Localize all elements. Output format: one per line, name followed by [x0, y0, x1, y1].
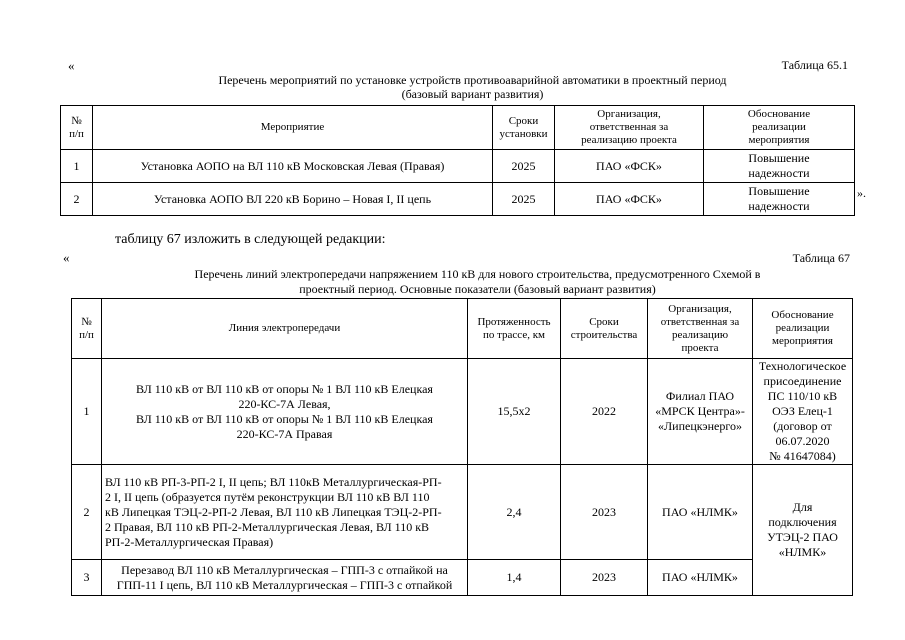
header-num: № п/п [61, 106, 93, 150]
cell-num: 2 [72, 465, 102, 560]
table-67-caption-line2: проектный период. Основные показатели (базовый вариант развития) [299, 282, 656, 296]
cell-num: 1 [61, 150, 93, 183]
cell-event: Установка АОПО на ВЛ 110 кВ Московская Левая (Правая) [93, 150, 493, 183]
cell-length: 1,4 [468, 560, 561, 596]
cell-line: ВЛ 110 кВ РП-3-РП-2 I, II цепь; ВЛ 110кВ Металлургическая-РП- 2 I, II цепь (образуется путём реконструкции ВЛ 110 кВ ВЛ 110 кВ Липецкая ТЭЦ-2-РП-2 Левая, ВЛ 110 кВ Липецкая ТЭЦ-2-РП- 2 Правая, ВЛ 110 кВ РП-2-Металлургическая Левая, ВЛ 110 кВ РП-2-Металлургическая Правая) [102, 465, 468, 560]
table-65-1 [60, 105, 855, 216]
cell-term: 2025 [493, 183, 555, 216]
table-row [61, 183, 855, 216]
cell-org: Филиал ПАО «МРСК Центра»- «Липецкэнерго» [648, 359, 753, 465]
header-event: Мероприятие [93, 106, 493, 150]
open-quote-2: « [63, 250, 70, 265]
table-row [72, 359, 853, 465]
cell-org: ПАО «ФСК» [555, 183, 704, 216]
cell-line: ВЛ 110 кВ от ВЛ 110 кВ от опоры № 1 ВЛ 110 кВ Елецкая 220-КС-7А Левая, ВЛ 110 кВ от ВЛ 110 кВ от опоры № 1 ВЛ 110 кВ Елецкая 220-КС-7А Правая [102, 359, 468, 465]
cell-term: 2022 [561, 359, 648, 465]
table-header-row [61, 106, 855, 150]
header-term: Сроки установки [493, 106, 555, 150]
table-67 [71, 298, 853, 596]
table-row [72, 560, 853, 596]
table-row [61, 150, 855, 183]
cell-term: 2025 [493, 150, 555, 183]
header-reason: Обоснование реализации мероприятия [704, 106, 855, 150]
open-quote-1: « [68, 58, 75, 73]
table-65-1-caption-line2: (базовый вариант развития) [401, 87, 544, 101]
cell-org: ПАО «НЛМК» [648, 465, 753, 560]
cell-reason: Технологическое присоединение ПС 110/10 кВ ОЭЗ Елец-1 (договор от 06.07.2020 № 41647084) [753, 359, 853, 465]
cell-org: ПАО «ФСК» [555, 150, 704, 183]
cell-length: 15,5х2 [468, 359, 561, 465]
close-quote-1: ». [857, 186, 866, 200]
cell-reason: Повышение надежности [704, 183, 855, 216]
instruction-text: таблицу 67 изложить в следующей редакции: [115, 232, 386, 247]
header-org: Организация, ответственная за реализацию проекта [555, 106, 704, 150]
cell-num: 2 [61, 183, 93, 216]
cell-event: Установка АОПО ВЛ 220 кВ Борино – Новая I, II цепь [93, 183, 493, 216]
table-header-row [72, 299, 853, 359]
header-org: Организация, ответственная за реализацию проекта [648, 299, 753, 359]
header-length: Протяженность по трассе, км [468, 299, 561, 359]
table-67-label: Таблица 67 [792, 251, 850, 265]
header-num: № п/п [72, 299, 102, 359]
cell-reason-merged: Для подключения УТЭЦ-2 ПАО «НЛМК» [753, 465, 853, 596]
header-line: Линия электропередачи [102, 299, 468, 359]
header-term: Сроки строительства [561, 299, 648, 359]
table-67-caption-line1: Перечень линий электропередачи напряжением 110 кВ для нового строительства, предусмотренного Схемой в [194, 267, 761, 281]
cell-length: 2,4 [468, 465, 561, 560]
cell-line: Перезавод ВЛ 110 кВ Металлургическая – ГПП-3 с отпайкой на ГПП-11 I цепь, ВЛ 110 кВ Металлургическая – ГПП-3 с отпайкой [102, 560, 468, 596]
cell-term: 2023 [561, 560, 648, 596]
table-65-1-label: Таблица 65.1 [781, 58, 848, 72]
table-65-1-caption-line1: Перечень мероприятий по установке устройств противоаварийной автоматики в проектный период [218, 73, 727, 87]
cell-reason: Повышение надежности [704, 150, 855, 183]
header-reason: Обоснование реализации мероприятия [753, 299, 853, 359]
cell-num: 3 [72, 560, 102, 596]
cell-term: 2023 [561, 465, 648, 560]
cell-num: 1 [72, 359, 102, 465]
cell-org: ПАО «НЛМК» [648, 560, 753, 596]
table-row [72, 465, 853, 560]
